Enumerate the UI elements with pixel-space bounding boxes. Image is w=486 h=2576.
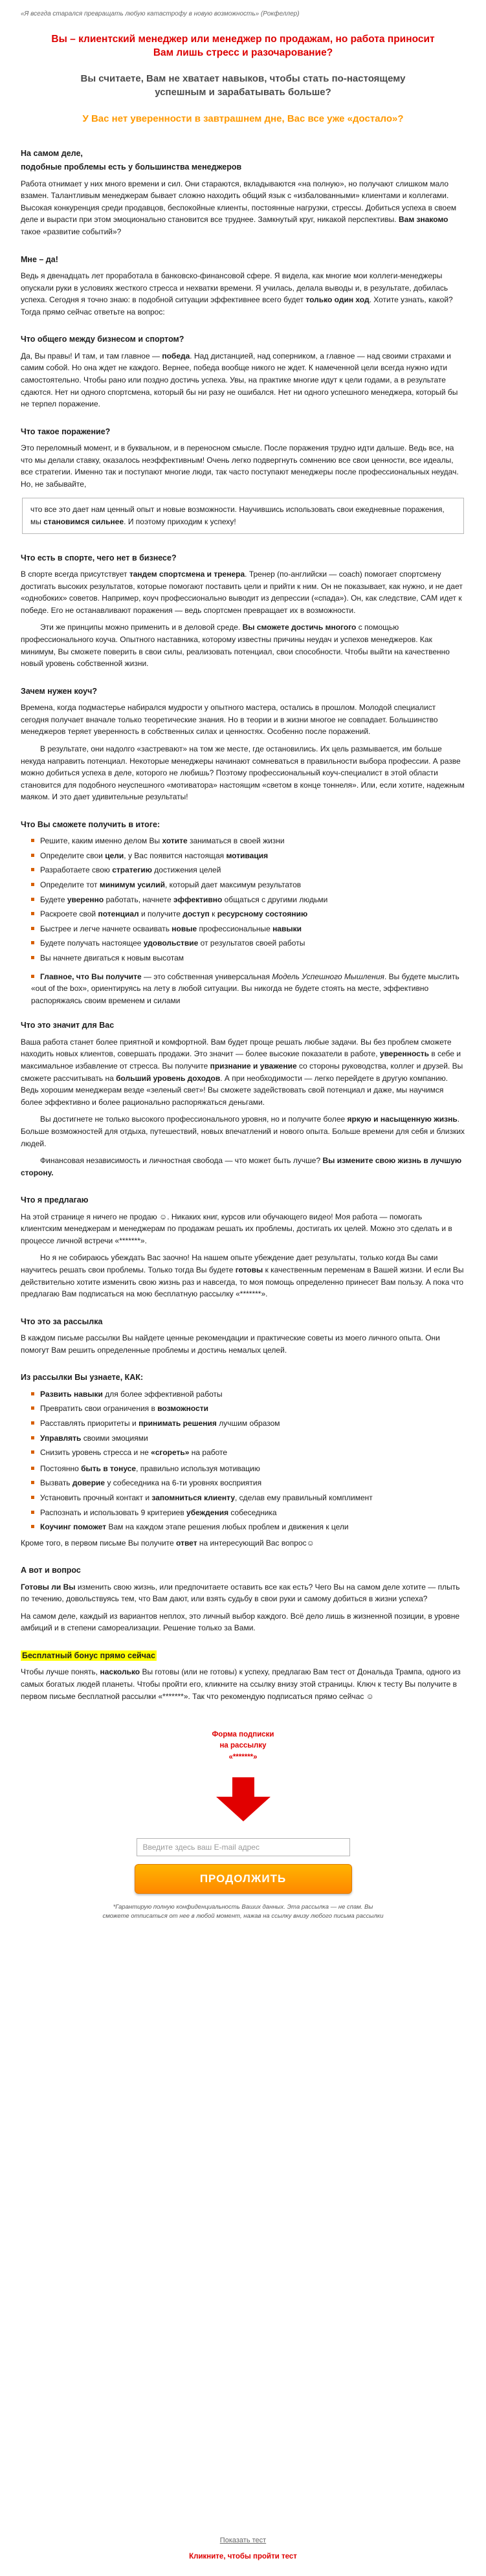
section-title: Зачем нужен коуч? [21,686,97,696]
paragraph: Времена, когда подмастерье набирался мудрости у опытного мастера, остались в прошлом. Молодой специалист сегодня получает вначале только теоретические знания. Но в теории и в жизни многое не совпадает. Большинство менеджеров теряет уверенность в собственных силах и ценностях. Особенно после поражений. [21,703,438,737]
bullet-icon [31,927,34,930]
paragraph: В каждом письме рассылки Вы найдете ценные рекомендации и практические советы из моего личного опыта. Они помогут Вам решить определенные проблемы и достичь немалых целей. [21,1333,440,1355]
section-results [21,819,465,1010]
bullet-icon [31,1436,34,1439]
footer [21,2515,465,2576]
list-item [30,1432,465,1445]
bullet-icon [31,1467,34,1470]
section-bonus [21,1650,465,1707]
list-item [30,1388,465,1401]
list-item-text: Превратить свои ограничения в возможности [40,1404,209,1414]
list-item-text: Раскроете свой потенциал и получите доступ к ресурсному состоянию [40,909,308,919]
list-item [30,864,465,876]
bullet-icon [31,1450,34,1454]
section-title: Что я предлагаю [21,1195,89,1205]
list-item-text: Определите свои цели, у Вас появится настоящая мотивация [40,850,269,860]
list-item-text: Будете уверенно работать, начнете эффективно общаться с другими людьми [40,894,328,904]
bullet-icon [31,883,34,886]
bullet-icon [31,1481,34,1484]
paragraph: Но я не собираюсь убеждать Вас заочно! На нашем опыте убеждение дает результаты, только когда Вы сами научитесь решать свои проблемы. Только тогда Вы будете готовы к качественным переменам в Вашей жизни. И если Вы действительно хотите изменить свою жизнь раз и навсегда, то моя помощь определенно принесет Вам пользу. А пока что предлагаю Вам подписаться на мою бесплатную рассылку «*******». [21,1253,464,1299]
list-item [30,1477,465,1489]
paragraph: В спорте всегда присутствует тандем спортсмена и тренера. Тренер (по-английски — coach) помогает спортсмену достигать высоких результатов, которые помогают поставить цели и прийти к ним. Он не показывает, как нужно, и не дает «однобоких» советов. Например, коуч профессионально выводит из депрессии («спада»). Он, как следствие, САМ идет к победе. Его не останавливают поражения — ведь спортсмен превращает их в возможности. [21,570,463,615]
list-item [30,1447,465,1459]
list-item-text: Расставлять приоритеты и принимать решения лучшим образом [40,1418,280,1428]
bullet-icon [31,941,34,944]
section-title: А вот и вопрос [21,1566,81,1575]
continue-button[interactable]: ПРОДОЛЖИТЬ [135,1864,352,1894]
section-why-coach [21,685,465,808]
bullet-icon [31,898,34,901]
headline-orange: У Вас нет уверенности в завтрашнем дне, Вас все уже «достало»? [82,113,404,124]
bullet-icon [31,839,34,842]
take-test-link[interactable]: Кликните, чтобы пройти тест [189,2553,297,2561]
bullet-icon [31,956,34,959]
highlight-box: что все это дает нам ценный опыт и новые возможности. Научившись использовать свои ежедневные поражения, мы становимся сильнее. И поэтому приходим к успеху! [22,498,464,533]
list-item [30,1463,465,1475]
paragraph: Финансовая независимость и личностная свобода — что может быть лучше? Вы измените свою жизнь в лучшую сторону. [21,1156,462,1177]
paragraph: Это переломный момент, и в буквальном, и в переносном смысле. После поражения трудно идти дальше. Ведь все, на что мы делали ставку, оказалось неэффективным! Очень легко подвергнуть сомнению все свои ценности, все идеалы, все стратегии. Именно так и поступают многие люди, так часто поступают менеджеры после профессиональных неудач. Но, не забывайте, [21,443,459,489]
paragraph: На этой странице я ничего не продаю ☺. Никаких книг, курсов или обучающего видео! Моя работа — помогать клиентским менеджерам и менеджерам по продажам решать их проблемы, достигать их целей. Можно это сделать и в процессе личной встречи «*******». [21,1212,452,1245]
results-list [21,835,465,1006]
list-item [30,952,465,964]
section-offer [21,1194,465,1305]
bullet-icon [31,868,34,871]
list-item [30,1417,465,1430]
learn-list-b [21,1463,465,1533]
epigraph-quote: «Я всегда старался превращать любую катастрофу в новую возможность» (Рокфеллер) [21,10,300,17]
list-item [30,1521,465,1533]
list-item-text: Главное, что Вы получите — это собственная универсальная Модель Успешного Мышления. Вы будете мыслить «out of the box», ориентируясь на лету в любой ситуации. Вы никогда не будете стоять на месте, эффективно распоряжаясь своим временем и силами [31,972,459,1005]
bullet-icon [31,1392,34,1395]
bullet-icon [31,1496,34,1499]
form-title [21,1729,465,1763]
paragraph: Чтобы лучше понять, насколько Вы готовы (или не готовы) к успеху, предлагаю Вам тест от Дональда Трампа, одного из самых богатых людей планеты. Чтобы пройти его, кликните на ссылку внизу этой страницы. Ключ к тесту Вы получите в первом письме бесплатной рассылки «*******». Так что рекомендую подписаться прямо сейчас ☺ [21,1667,461,1701]
list-item [30,1492,465,1504]
paragraph: На самом деле, каждый из вариантов неплох, это личный выбор каждого. Всё дело лишь в жизненной позиции, в уровне амбиций и в степени самореализации. Решение только за Вами. [21,1611,460,1633]
list-item [30,894,465,906]
paragraph: Ваша работа станет более приятной и комфортной. Вам будет проще решать любые задачи. Вы без проблем сможете находить новых клиентов, совершать продажи. Это значит — более высокие показатели в работе, уверенность в себе и максимальное избавление от стресса. Вы получите признание и уважение со стороны руководства, коллег и друзей. Вы сможете рассчитывать на больший уровень доходов. А при необходимости — легко перейдете в другую компанию. Ведь хорошим менеджерам везде «зеленый свет»! Вы сможете задействовать свой потенциал и даже, мы научимся более эффективно и более рационально распоряжаться деньгами. [21,1037,463,1107]
list-item [30,1507,465,1519]
section-title: Что Вы сможете получить в итоге: [21,819,160,829]
form-title-line: «*******» [228,1753,258,1761]
section-title: На самом деле, [21,148,83,158]
section-newsletter [21,1316,465,1362]
section-title: Мне – да! [21,254,58,264]
learn-list-a [21,1388,465,1459]
section-title: Что общего между бизнесом и спортом? [21,335,184,344]
section-title: Из рассылки Вы узнаете, КАК: [21,1373,144,1382]
down-arrow-icon [216,1777,271,1821]
section-learn [21,1371,465,1554]
list-item-text: Постоянно быть в тонусе, правильно используя мотивацию [40,1463,260,1473]
list-item [30,835,465,847]
paragraph: Готовы ли Вы изменить свою жизнь, или предпочитаете оставить все как есть? Чего Вы на самом деле хотите — плыть по течению, довольствуясь тем, что Вам дают, или взять судьбу в свои руки и самому добиться в жизни успеха? [21,1582,460,1604]
section-me [21,254,465,324]
section-title: подобные проблемы есть у большинства менеджеров [21,162,242,172]
paragraph: Вы достигнете не только высокого профессионального уровня, но и получите более яркую и насыщенную жизнь. Больше возможностей для отдыха, путешествий, новых впечатлений и нового опыта. Больше времени для себя и близких людей. [21,1115,465,1148]
email-input[interactable] [137,1838,350,1856]
list-item-text: Развить навыки для более эффективной работы [40,1389,223,1399]
list-item-text: Быстрее и легче начнете осваивать новые профессиональные навыки [40,924,302,933]
section-coach-sport [21,552,465,675]
bullet-icon [31,1511,34,1514]
list-item-text: Вызвать доверие у собеседника на 6-ти уровнях восприятия [40,1478,262,1488]
paragraph: Эти же принципы можно применить и в деловой среде. Вы сможете достичь многого с помощью профессионального коуча. Опытного наставника, которому известны причины неудач и успехов менеджеров. Как минимум, Вы сможете поверить в свои силы, реализовать потенциал, свои способности. Чтобы выйти на качественно новый уровень собственной жизни. [21,623,450,669]
bonus-highlight-title: Бесплатный бонус прямо сейчас [22,1651,155,1661]
headline-sub: Вы считаете, Вам не хватает навыков, чтобы стать по-настоящему успешным и зарабатывать больше? [80,72,406,98]
show-test-link[interactable]: Показать тест [219,2537,267,2545]
bullet-icon [31,975,34,978]
paragraph: Работа отнимает у них много времени и сил. Они стараются, вкладываются «на полную», но получают слишком мало взамен. Талантливым менеджерам бывает сложно находить общий язык с «избалованными» клиентами и коллегами. Высокая конкуренция среди продавцов, беспокойные клиенты, постоянные нагрузки, стрессы. Добиться успеха в своем деле и вырасти при этом эмоционально становится все труднее. Замкнутый круг, никакой перспективы. Вам знакомо такое «развитие событий»? [21,179,457,236]
bullet-icon [31,854,34,857]
section-sport [21,333,465,415]
paragraph: Кроме того, в первом письме Вы получите ответ на интересующий Вас вопрос☺ [21,1538,315,1548]
list-item [30,1403,465,1415]
list-item-text: Разработаете свою стратегию достижения целей [40,865,221,875]
list-item-text: Снизить уровень стресса и не «сгореть» на работе [40,1448,228,1458]
paragraph: Ведь я двенадцать лет проработала в банковско-финансовой сфере. Я видела, как многие мои коллеги-менеджеры опускали руки в условиях жесткого стресса и нехватки времени. Я училась, делала выводы и, в результате, добилась успеха. Сегодня я точно знаю: в подобной ситуации эффективнее всего будет только один ход. Хотите узнать, какой? Тогда прямо сейчас ответьте на вопрос: [21,271,453,316]
subscribe-form [21,1729,465,1920]
section-meaning [21,1019,465,1184]
paragraph: В результате, они надолго «застревают» на том же месте, где остановились. Их цель размывается, им больше некуда направить потенциал. Некоторые менеджеры начинают сомневаться в правильности выбора профессии. А разве можно добиться успеха в деле, которого не любишь? Поэтому профессиональный коуч-специалист в этой области становится для подобного неуспешного «мотиватора» настоящим «светом в конце тоннеля». Или, если хотите, надежным маяком. И это дает удивительные результаты! [21,744,465,802]
section-title: Что есть в спорте, чего нет в бизнесе? [21,553,177,562]
section-defeat [21,426,465,542]
list-item [30,908,465,920]
section-question [21,1564,465,1639]
list-item-text: Коучинг поможет Вам на каждом этапе решения любых проблем и движения к цели [40,1522,349,1532]
form-title-line: Форма подписки [212,1731,274,1739]
bullet-icon [31,1406,34,1410]
list-item-text: Решите, каким именно делом Вы хотите заниматься в своей жизни [40,836,285,846]
section-title: Что это за рассылка [21,1316,103,1326]
list-item-main [30,971,465,1007]
list-item [30,937,465,949]
privacy-disclaimer: *Гарантирую полную конфиденциальность Ваших данных. Эта рассылка — не спам. Вы сможете отписаться от нее в любой момент, нажав на ссылку внизу любого письма рассылки [102,1903,384,1920]
bullet-icon [31,1525,34,1528]
paragraph: Да, Вы правы! И там, и там главное — победа. Над дистанцией, над соперником, а главное — над своими страхами и самим собой. Но она ждет не каждого. Вернее, победа вообще никого не ждет. К намеченной цели всегда нужно идти самостоятельно. Чтобы рано или поздно достичь успеха. Увы, на практике многие идут к цели годами, а в результате сдаются. Нет ни одного спортсмена, который бы ни разу не ошибался. Нет ни одного успешного менеджера, который бы не терпел поражение. [21,351,458,409]
list-item-text: Определите тот минимум усилий, который дает максимум результатов [40,880,302,890]
section-title: Что это значит для Вас [21,1021,115,1030]
headline-main: Вы – клиентский менеджер или менеджер по продажам, но работа приносит Вам лишь стресс и разочарование? [51,33,435,59]
list-item [30,850,465,862]
section-title: Что такое поражение? [21,427,111,436]
list-item [30,879,465,891]
list-item-text: Будете получать настоящее удовольствие от результатов своей работы [40,938,305,948]
list-item-text: Установить прочный контакт и запомниться клиенту, сделав ему правильный комплимент [40,1493,373,1502]
form-title-line: на рассылку [219,1742,267,1750]
bullet-icon [31,1421,34,1425]
list-item-text: Управлять своими эмоциями [40,1433,148,1443]
section-problems [21,148,465,243]
bullet-icon [31,912,34,915]
list-item [30,923,465,935]
list-item-text: Распознать и использовать 9 критериев убеждения собеседника [40,1507,277,1517]
list-item-text: Вы начнете двигаться к новым высотам [40,953,184,962]
